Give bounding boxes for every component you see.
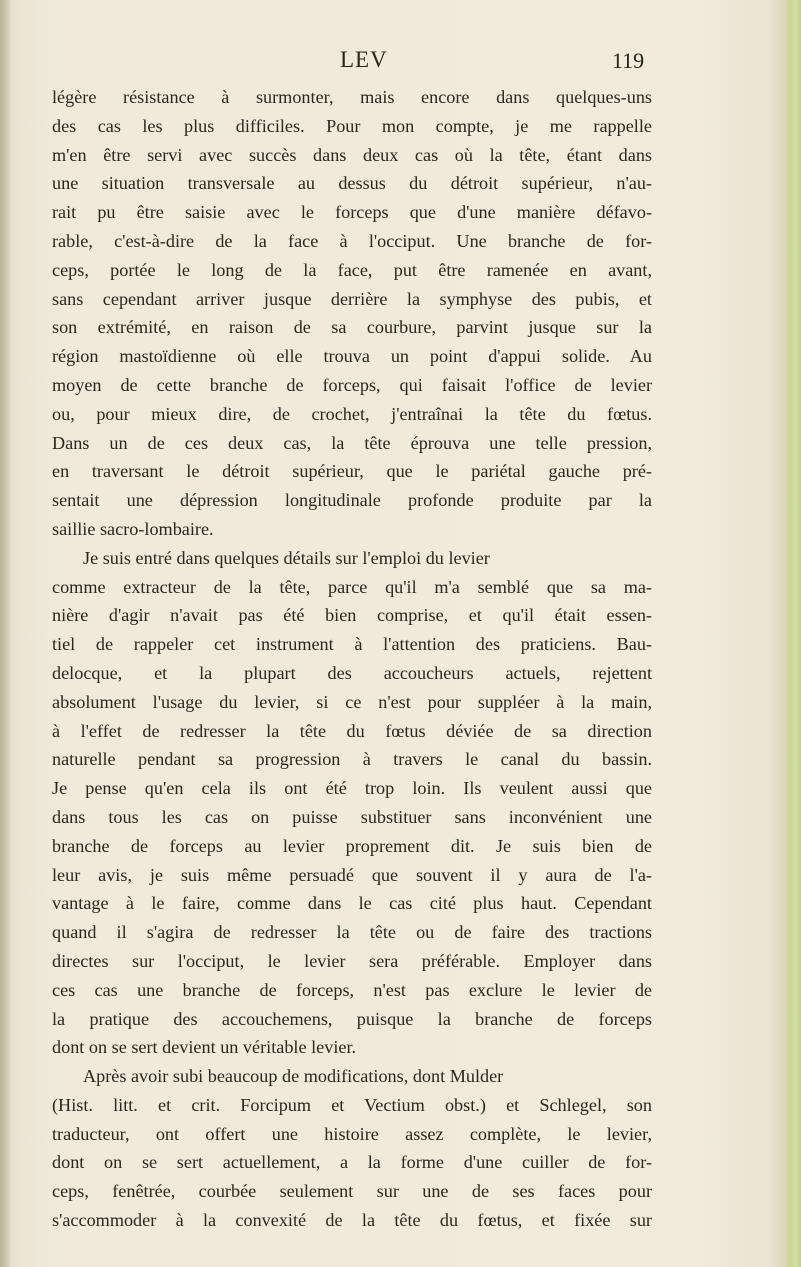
text-line: comme extracteur de la tête, parce qu'il m'a semblé que sa ma- bbox=[52, 576, 652, 597]
page-number: 119 bbox=[612, 48, 645, 73]
text-line: vantage à le faire, comme dans le cas cité plus haut. Cependant bbox=[52, 893, 652, 914]
text-line: s'accommoder à la convexité de la tête du fœtus, et fixée sur bbox=[52, 1210, 652, 1231]
page-header bbox=[0, 47, 801, 77]
text-line: Je suis entré dans quelques détails sur l'emploi du levier bbox=[83, 547, 490, 568]
text-line: Je pense qu'en cela ils ont été trop loin. Ils veulent aussi que bbox=[52, 778, 652, 799]
text-line: à l'effet de redresser la tête du fœtus déviée de sa direction bbox=[52, 720, 652, 741]
text-line: ces cas une branche de forceps, n'est pas exclure le levier de bbox=[52, 979, 652, 1000]
text-line: directes sur l'occiput, le levier sera préférable. Employer dans bbox=[52, 950, 652, 971]
text-line: légère résistance à surmonter, mais encore dans quelques-uns bbox=[52, 87, 652, 107]
text-line: delocque, et la plupart des accoucheurs actuels, rejettent bbox=[52, 662, 652, 683]
text-line: Dans un de ces deux cas, la tête éprouva une telle pression, bbox=[52, 432, 652, 453]
text-line: une situation transversale au dessus du détroit supérieur, n'au- bbox=[52, 173, 652, 194]
text-line: saillie sacro-lombaire. bbox=[52, 518, 214, 539]
text-line: naturelle pendant sa progression à travers le canal du bassin. bbox=[52, 749, 652, 770]
running-title: LEV bbox=[340, 47, 388, 72]
text-line: dont on se sert actuellement, a la forme d'une cuiller de for- bbox=[52, 1152, 652, 1173]
text-line: ou, pour mieux dire, de crochet, j'entraînai la tête du fœtus. bbox=[52, 403, 652, 424]
text-line: dont on se sert devient un véritable levier. bbox=[52, 1037, 357, 1058]
text-line: dans tous les cas on puisse substituer sans inconvénient une bbox=[52, 806, 652, 827]
text-line: quand il s'agira de redresser la tête ou de faire des tractions bbox=[52, 922, 652, 943]
text-line: traducteur, ont offert une histoire assez complète, le levier, bbox=[52, 1123, 652, 1144]
text-line: nière d'agir n'avait pas été bien comprise, et qu'il était essen- bbox=[52, 605, 652, 626]
text-line: sans cependant arriver jusque derrière la symphyse des pubis, et bbox=[52, 288, 652, 309]
text-line: région mastoïdienne où elle trouva un point d'appui solide. Au bbox=[52, 346, 652, 367]
page-gutter-shadow bbox=[0, 0, 10, 1267]
text-line: rable, c'est-à-dire de la face à l'occiput. Une branche de for- bbox=[52, 230, 652, 251]
text-line: son extrémité, en raison de sa courbure, parvint jusque sur la bbox=[52, 317, 652, 338]
text-line: rait pu être saisie avec le forceps que d'une manière défavo- bbox=[52, 202, 652, 223]
text-line: absolument l'usage du levier, si ce n'est pour suppléer à la main, bbox=[52, 691, 652, 712]
text-line: m'en être servi avec succès dans deux cas où la tête, étant dans bbox=[52, 144, 652, 165]
text-line: des cas les plus difficiles. Pour mon compte, je me rappelle bbox=[52, 115, 652, 136]
text-line: en traversant le détroit supérieur, que le pariétal gauche pré- bbox=[52, 461, 652, 482]
body-text bbox=[52, 83, 652, 1235]
text-line: tiel de rappeler cet instrument à l'attention des praticiens. Bau- bbox=[52, 634, 652, 655]
text-line: sentait une dépression longitudinale profonde produite par la bbox=[52, 490, 652, 511]
text-line: (Hist. litt. et crit. Forcipum et Vectium obst.) et Schlegel, son bbox=[52, 1094, 652, 1115]
page-edge bbox=[787, 0, 801, 1267]
text-line: ceps, fenêtrée, courbée seulement sur une de ses faces pour bbox=[52, 1181, 652, 1202]
text-line: ceps, portée le long de la face, put être ramenée en avant, bbox=[52, 259, 652, 280]
text-line: moyen de cette branche de forceps, qui faisait l'office de levier bbox=[52, 374, 652, 395]
text-line: la pratique des accouchemens, puisque la branche de forceps bbox=[52, 1008, 652, 1029]
text-line: leur avis, je suis même persuadé que souvent il y aura de l'a- bbox=[52, 864, 652, 885]
text-line: Après avoir subi beaucoup de modifications, dont Mulder bbox=[83, 1066, 504, 1087]
text-line: branche de forceps au levier proprement dit. Je suis bien de bbox=[52, 835, 652, 856]
